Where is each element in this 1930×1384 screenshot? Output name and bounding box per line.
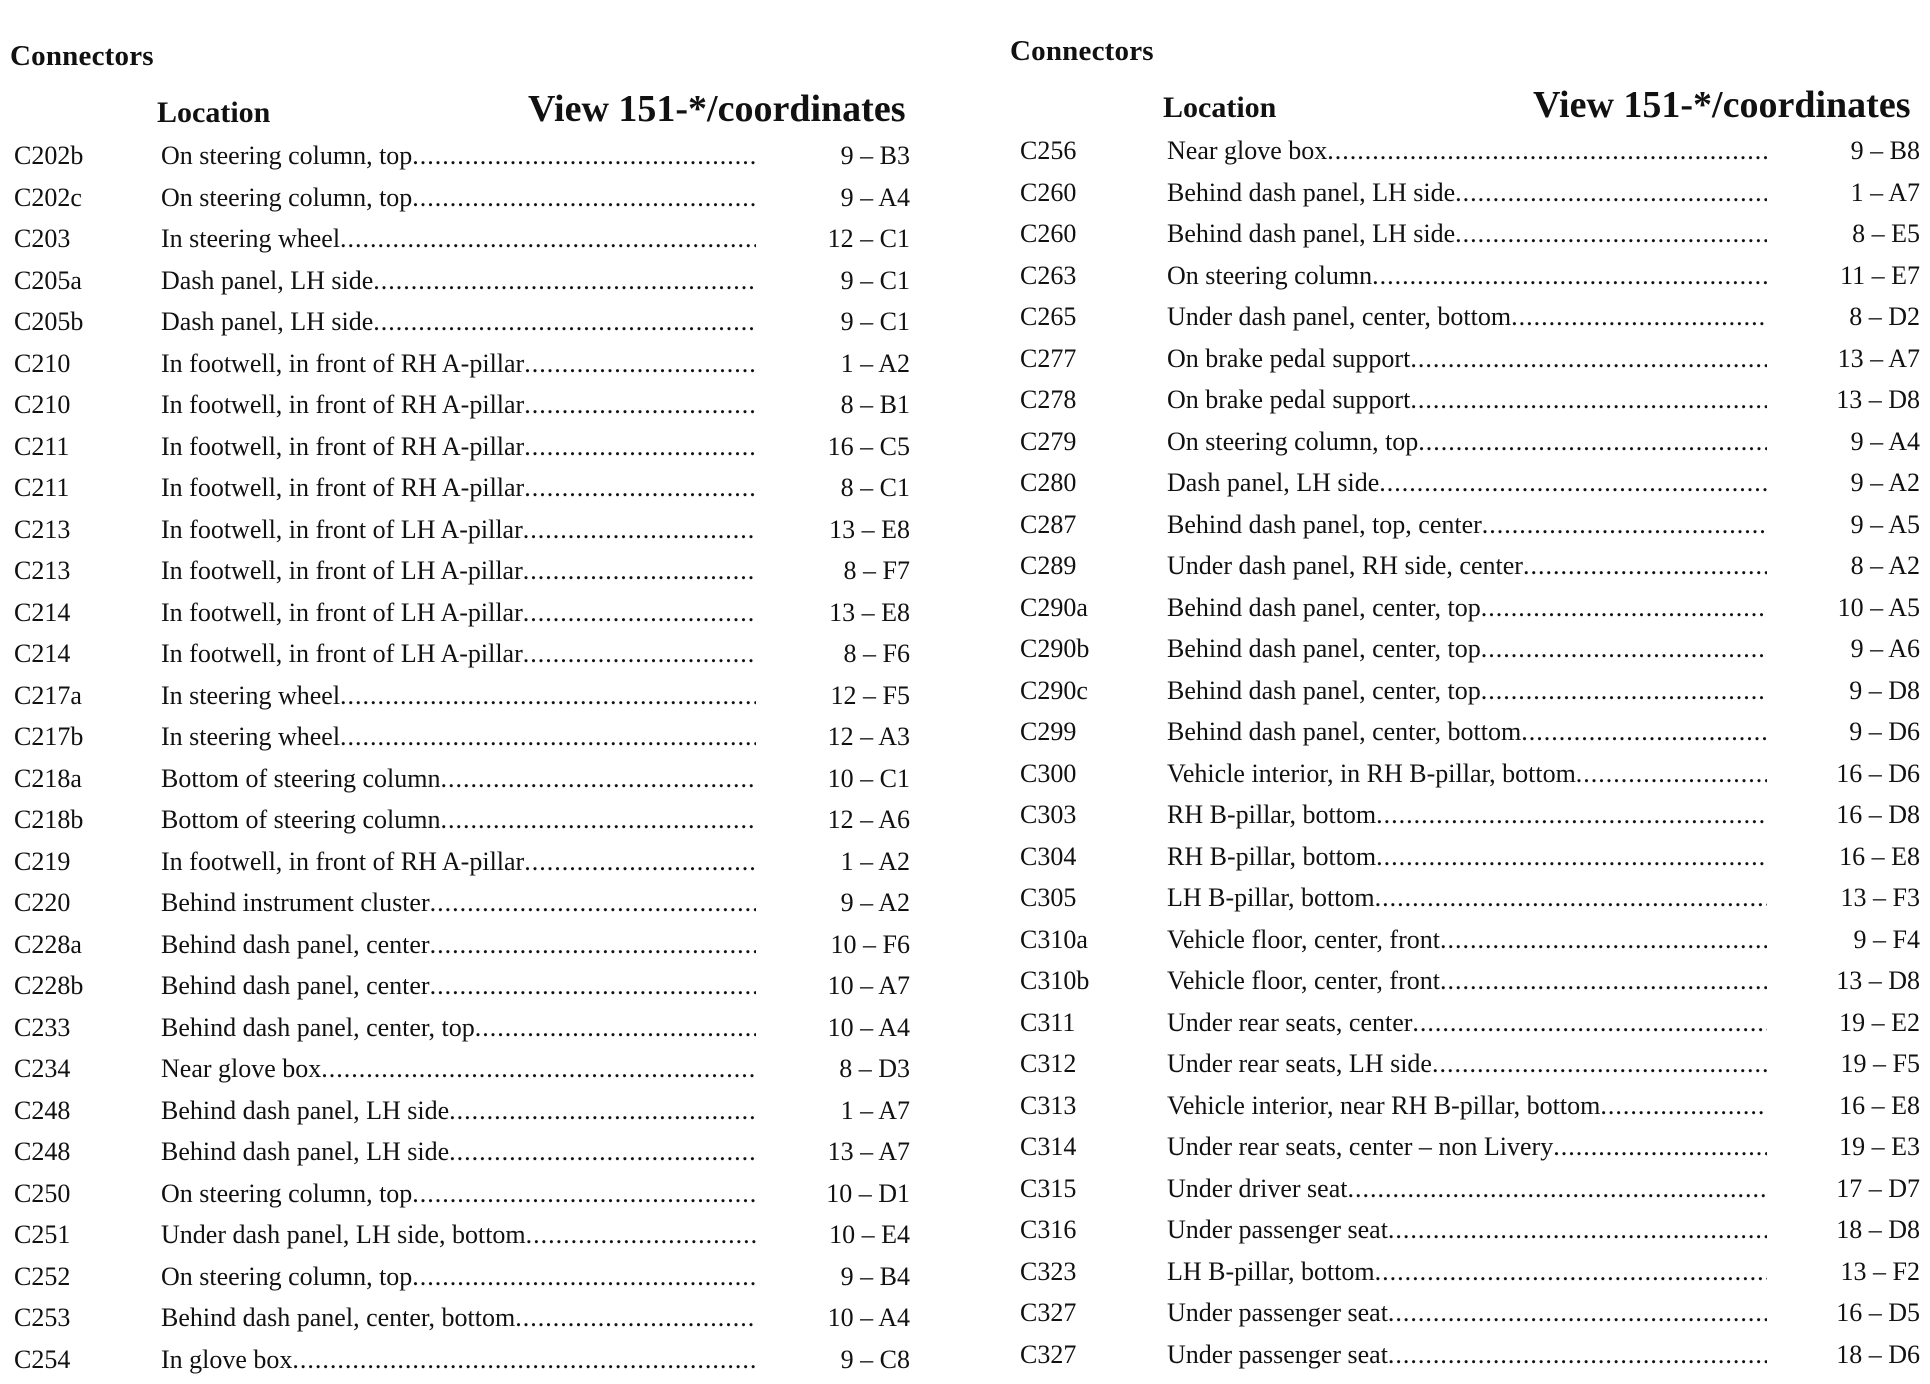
connector-row xyxy=(0,928,930,970)
connector-row xyxy=(0,1177,930,1219)
connector-location: On steering column, top ..... xyxy=(1167,425,1767,459)
connector-location: In footwell, in front of LH A-pillar ..... xyxy=(161,596,756,630)
connector-row xyxy=(0,1218,930,1260)
connector-row xyxy=(0,430,930,472)
connector-code: C205b xyxy=(14,305,144,339)
connector-coordinates: 13 – A7 xyxy=(770,1135,910,1169)
connector-location: LH B-pillar, bottom ..... xyxy=(1167,881,1767,915)
connector-code: C289 xyxy=(1020,549,1150,583)
connector-location: Behind dash panel, LH side ..... xyxy=(1167,217,1767,251)
connector-row xyxy=(0,1260,930,1302)
connector-code: C228b xyxy=(14,969,144,1003)
connector-row xyxy=(0,1052,930,1094)
connector-coordinates: 19 – E3 xyxy=(1780,1130,1920,1164)
connector-location: Behind dash panel, center, top ..... xyxy=(161,1011,756,1045)
connector-location: In footwell, in front of LH A-pillar ..... xyxy=(161,554,756,588)
connector-location: Behind dash panel, LH side ..... xyxy=(161,1094,756,1128)
connector-code: C304 xyxy=(1020,840,1150,874)
connector-row xyxy=(0,222,930,264)
connector-location: On steering column, top ..... xyxy=(161,1260,756,1294)
connector-location: Behind dash panel, center, bottom ..... xyxy=(161,1301,756,1335)
connector-code: C311 xyxy=(1020,1006,1150,1040)
connector-coordinates: 16 – D5 xyxy=(1780,1296,1920,1330)
connector-row xyxy=(0,181,930,223)
connector-location: Behind instrument cluster ..... xyxy=(161,886,756,920)
connector-location: In footwell, in front of RH A-pillar ..... xyxy=(161,430,756,464)
connector-code: C305 xyxy=(1020,881,1150,915)
connector-location: On steering column, top ..... xyxy=(161,1177,756,1211)
connector-location: In footwell, in front of LH A-pillar ..... xyxy=(161,637,756,671)
connector-location: Under dash panel, RH side, center ..... xyxy=(1167,549,1767,583)
connector-code: C210 xyxy=(14,388,144,422)
connector-code: C202c xyxy=(14,181,144,215)
connector-row xyxy=(1010,300,1930,342)
connector-code: C312 xyxy=(1020,1047,1150,1081)
connector-coordinates: 9 – A2 xyxy=(770,886,910,920)
connector-location: Bottom of steering column ..... xyxy=(161,762,756,796)
connector-coordinates: 9 – B4 xyxy=(770,1260,910,1294)
connector-location: Vehicle interior, in RH B-pillar, bottom ..... xyxy=(1167,757,1767,791)
connector-row xyxy=(1010,259,1930,301)
connector-location: Under dash panel, center, bottom ..... xyxy=(1167,300,1767,334)
connector-row xyxy=(0,1135,930,1177)
connector-code: C299 xyxy=(1020,715,1150,749)
connector-coordinates: 10 – F6 xyxy=(770,928,910,962)
connector-coordinates: 8 – B1 xyxy=(770,388,910,422)
connector-row xyxy=(0,596,930,638)
connector-coordinates: 9 – D6 xyxy=(1780,715,1920,749)
view-coordinates-column-header: View 151-*/coordinates xyxy=(1533,83,1910,127)
connector-code: C327 xyxy=(1020,1296,1150,1330)
connector-location: Near glove box ..... xyxy=(1167,134,1767,168)
connector-row xyxy=(0,471,930,513)
connector-coordinates: 10 – C1 xyxy=(770,762,910,796)
connector-location: On steering column ..... xyxy=(1167,259,1767,293)
connector-coordinates: 16 – D8 xyxy=(1780,798,1920,832)
connector-code: C313 xyxy=(1020,1089,1150,1123)
connector-row xyxy=(0,513,930,555)
connector-coordinates: 13 – F2 xyxy=(1780,1255,1920,1289)
connector-code: C203 xyxy=(14,222,144,256)
connector-coordinates: 8 – F7 xyxy=(770,554,910,588)
connector-row xyxy=(0,347,930,389)
connector-code: C278 xyxy=(1020,383,1150,417)
connector-code: C202b xyxy=(14,139,144,173)
connector-code: C323 xyxy=(1020,1255,1150,1289)
connector-row xyxy=(1010,840,1930,882)
connector-location: In glove box ..... xyxy=(161,1343,756,1377)
connector-location: Vehicle interior, near RH B-pillar, bottom ..... xyxy=(1167,1089,1767,1123)
connector-row xyxy=(1010,1296,1930,1338)
connector-code: C300 xyxy=(1020,757,1150,791)
connector-coordinates: 17 – D7 xyxy=(1780,1172,1920,1206)
connector-list xyxy=(0,139,930,1384)
connector-location: On brake pedal support ..... xyxy=(1167,383,1767,417)
connector-code: C252 xyxy=(14,1260,144,1294)
connector-code: C214 xyxy=(14,637,144,671)
connector-code: C217b xyxy=(14,720,144,754)
connector-code: C327 xyxy=(1020,1338,1150,1372)
connector-coordinates: 8 – E5 xyxy=(1780,217,1920,251)
connector-row xyxy=(1010,1338,1930,1380)
connector-location: Under driver seat ..... xyxy=(1167,1172,1767,1206)
connector-code: C228a xyxy=(14,928,144,962)
connector-code: C248 xyxy=(14,1094,144,1128)
connector-code: C213 xyxy=(14,554,144,588)
connector-code: C260 xyxy=(1020,176,1150,210)
connector-location: Behind dash panel, center, bottom ..... xyxy=(1167,715,1767,749)
connector-row xyxy=(1010,1172,1930,1214)
connector-code: C303 xyxy=(1020,798,1150,832)
connector-coordinates: 8 – C1 xyxy=(770,471,910,505)
connector-code: C234 xyxy=(14,1052,144,1086)
connector-row xyxy=(1010,1006,1930,1048)
connector-location: Vehicle floor, center, front ..... xyxy=(1167,923,1767,957)
connector-row xyxy=(1010,591,1930,633)
connector-coordinates: 1 – A2 xyxy=(770,347,910,381)
connector-code: C310a xyxy=(1020,923,1150,957)
connector-row xyxy=(0,1011,930,1053)
connector-coordinates: 8 – F6 xyxy=(770,637,910,671)
connector-row xyxy=(0,637,930,679)
connector-row xyxy=(0,886,930,928)
connector-coordinates: 9 – B8 xyxy=(1780,134,1920,168)
connector-location: Behind dash panel, center, top ..... xyxy=(1167,632,1767,666)
connector-location: Near glove box ..... xyxy=(161,1052,756,1086)
connector-coordinates: 9 – C8 xyxy=(770,1343,910,1377)
connector-row xyxy=(0,803,930,845)
connector-location: Under passenger seat ..... xyxy=(1167,1296,1767,1330)
connector-location: Under rear seats, center ..... xyxy=(1167,1006,1767,1040)
connector-coordinates: 19 – F5 xyxy=(1780,1047,1920,1081)
connector-coordinates: 9 – A2 xyxy=(1780,466,1920,500)
connector-row xyxy=(1010,425,1930,467)
connector-coordinates: 16 – D6 xyxy=(1780,757,1920,791)
connector-location: Behind dash panel, center ..... xyxy=(161,969,756,1003)
connector-coordinates: 18 – D8 xyxy=(1780,1213,1920,1247)
connector-coordinates: 8 – A2 xyxy=(1780,549,1920,583)
connector-row xyxy=(0,1301,930,1343)
connector-row xyxy=(1010,881,1930,923)
connector-coordinates: 9 – C1 xyxy=(770,264,910,298)
connector-row xyxy=(1010,1130,1930,1172)
connector-coordinates: 8 – D3 xyxy=(770,1052,910,1086)
connector-list xyxy=(1010,134,1930,1379)
connector-location: Vehicle floor, center, front ..... xyxy=(1167,964,1767,998)
connector-coordinates: 9 – B3 xyxy=(770,139,910,173)
connector-code: C220 xyxy=(14,886,144,920)
connector-row xyxy=(1010,757,1930,799)
connector-coordinates: 10 – D1 xyxy=(770,1177,910,1211)
connector-coordinates: 13 – E8 xyxy=(770,596,910,630)
connector-coordinates: 9 – C1 xyxy=(770,305,910,339)
connector-row xyxy=(1010,798,1930,840)
connector-location: In footwell, in front of RH A-pillar ..... xyxy=(161,471,756,505)
connector-location: Under rear seats, LH side ..... xyxy=(1167,1047,1767,1081)
connector-row xyxy=(0,554,930,596)
connector-row xyxy=(1010,923,1930,965)
connector-row xyxy=(0,679,930,721)
connector-row xyxy=(1010,1213,1930,1255)
connector-location: Dash panel, LH side ..... xyxy=(161,264,756,298)
connector-code: C219 xyxy=(14,845,144,879)
connector-coordinates: 12 – C1 xyxy=(770,222,910,256)
connector-code: C314 xyxy=(1020,1130,1150,1164)
connector-location: In footwell, in front of LH A-pillar ..... xyxy=(161,513,756,547)
connector-row xyxy=(1010,176,1930,218)
connector-coordinates: 1 – A2 xyxy=(770,845,910,879)
connector-coordinates: 13 – A7 xyxy=(1780,342,1920,376)
connector-code: C218a xyxy=(14,762,144,796)
connector-location: Behind dash panel, center, top ..... xyxy=(1167,591,1767,625)
connector-location: In steering wheel ..... xyxy=(161,720,756,754)
connector-row xyxy=(1010,1255,1930,1297)
connector-location: Bottom of steering column ..... xyxy=(161,803,756,837)
connector-coordinates: 1 – A7 xyxy=(1780,176,1920,210)
connector-row xyxy=(1010,964,1930,1006)
connector-location: Behind dash panel, LH side ..... xyxy=(161,1135,756,1169)
connector-code: C217a xyxy=(14,679,144,713)
connector-code: C233 xyxy=(14,1011,144,1045)
connector-coordinates: 9 – A6 xyxy=(1780,632,1920,666)
connector-coordinates: 10 – A4 xyxy=(770,1301,910,1335)
connector-code: C287 xyxy=(1020,508,1150,542)
connector-location: Behind dash panel, center ..... xyxy=(161,928,756,962)
connector-coordinates: 18 – D6 xyxy=(1780,1338,1920,1372)
connector-row xyxy=(1010,674,1930,716)
connector-location: On steering column, top ..... xyxy=(161,181,756,215)
view-coordinates-column-header: View 151-*/coordinates xyxy=(528,87,905,131)
connector-coordinates: 16 – E8 xyxy=(1780,840,1920,874)
connector-coordinates: 9 – A4 xyxy=(1780,425,1920,459)
connector-coordinates: 12 – A6 xyxy=(770,803,910,837)
connector-code: C265 xyxy=(1020,300,1150,334)
connector-row xyxy=(0,845,930,887)
connector-coordinates: 11 – E7 xyxy=(1780,259,1920,293)
connector-code: C248 xyxy=(14,1135,144,1169)
connector-code: C260 xyxy=(1020,217,1150,251)
connector-row xyxy=(1010,383,1930,425)
connector-coordinates: 19 – E2 xyxy=(1780,1006,1920,1040)
connector-location: In footwell, in front of RH A-pillar ..... xyxy=(161,388,756,422)
connector-coordinates: 8 – D2 xyxy=(1780,300,1920,334)
connector-coordinates: 9 – D8 xyxy=(1780,674,1920,708)
connector-coordinates: 10 – E4 xyxy=(770,1218,910,1252)
section-title: Connectors xyxy=(1010,35,1154,68)
connector-coordinates: 10 – A4 xyxy=(770,1011,910,1045)
connector-row xyxy=(1010,508,1930,550)
connector-location: On brake pedal support ..... xyxy=(1167,342,1767,376)
connector-code: C277 xyxy=(1020,342,1150,376)
connector-location: Under rear seats, center – non Livery ..... xyxy=(1167,1130,1767,1164)
connector-location: In footwell, in front of RH A-pillar ..... xyxy=(161,845,756,879)
connector-coordinates: 13 – D8 xyxy=(1780,964,1920,998)
connector-code: C211 xyxy=(14,430,144,464)
connector-row xyxy=(0,388,930,430)
connector-code: C290a xyxy=(1020,591,1150,625)
connector-code: C290c xyxy=(1020,674,1150,708)
connector-location: Dash panel, LH side ..... xyxy=(161,305,756,339)
location-column-header: Location xyxy=(1163,91,1276,125)
connector-code: C279 xyxy=(1020,425,1150,459)
connector-code: C214 xyxy=(14,596,144,630)
connector-code: C205a xyxy=(14,264,144,298)
connector-row xyxy=(1010,466,1930,508)
connector-coordinates: 16 – E8 xyxy=(1780,1089,1920,1123)
connector-row xyxy=(1010,549,1930,591)
connector-code: C251 xyxy=(14,1218,144,1252)
connector-coordinates: 13 – F3 xyxy=(1780,881,1920,915)
connector-row xyxy=(0,264,930,306)
connector-code: C263 xyxy=(1020,259,1150,293)
connector-location: In footwell, in front of RH A-pillar ..... xyxy=(161,347,756,381)
connector-code: C211 xyxy=(14,471,144,505)
connector-coordinates: 16 – C5 xyxy=(770,430,910,464)
connector-location: Behind dash panel, LH side ..... xyxy=(1167,176,1767,210)
connector-code: C218b xyxy=(14,803,144,837)
connector-location: In steering wheel ..... xyxy=(161,679,756,713)
connector-row xyxy=(1010,1089,1930,1131)
connector-coordinates: 9 – A4 xyxy=(770,181,910,215)
connector-code: C213 xyxy=(14,513,144,547)
connector-row xyxy=(1010,134,1930,176)
connector-location: In steering wheel ..... xyxy=(161,222,756,256)
connector-location: Under dash panel, LH side, bottom ..... xyxy=(161,1218,756,1252)
connector-coordinates: 13 – D8 xyxy=(1780,383,1920,417)
connector-coordinates: 10 – A5 xyxy=(1780,591,1920,625)
connector-row xyxy=(0,762,930,804)
connector-row xyxy=(0,720,930,762)
connector-row xyxy=(0,305,930,347)
connector-location: Under passenger seat ..... xyxy=(1167,1338,1767,1372)
connector-code: C210 xyxy=(14,347,144,381)
connector-code: C315 xyxy=(1020,1172,1150,1206)
connector-location: Behind dash panel, center, top ..... xyxy=(1167,674,1767,708)
connector-code: C254 xyxy=(14,1343,144,1377)
connector-coordinates: 12 – F5 xyxy=(770,679,910,713)
connector-location: Behind dash panel, top, center ..... xyxy=(1167,508,1767,542)
connector-coordinates: 13 – E8 xyxy=(770,513,910,547)
connector-row xyxy=(0,969,930,1011)
connector-code: C253 xyxy=(14,1301,144,1335)
section-title: Connectors xyxy=(10,40,154,73)
connector-code: C310b xyxy=(1020,964,1150,998)
connector-row xyxy=(1010,632,1930,674)
connector-location: RH B-pillar, bottom ..... xyxy=(1167,798,1767,832)
connector-coordinates: 10 – A7 xyxy=(770,969,910,1003)
connector-location: RH B-pillar, bottom ..... xyxy=(1167,840,1767,874)
connector-location: On steering column, top ..... xyxy=(161,139,756,173)
connector-row xyxy=(1010,217,1930,259)
connector-coordinates: 12 – A3 xyxy=(770,720,910,754)
connector-coordinates: 9 – A5 xyxy=(1780,508,1920,542)
connector-code: C316 xyxy=(1020,1213,1150,1247)
connector-code: C250 xyxy=(14,1177,144,1211)
connector-code: C256 xyxy=(1020,134,1150,168)
connector-code: C290b xyxy=(1020,632,1150,666)
connector-coordinates: 9 – F4 xyxy=(1780,923,1920,957)
connector-coordinates: 1 – A7 xyxy=(770,1094,910,1128)
connector-location: Dash panel, LH side ..... xyxy=(1167,466,1767,500)
connector-location: LH B-pillar, bottom ..... xyxy=(1167,1255,1767,1289)
connector-row xyxy=(1010,342,1930,384)
connector-row xyxy=(1010,715,1930,757)
connector-location: Under passenger seat ..... xyxy=(1167,1213,1767,1247)
connector-row xyxy=(1010,1047,1930,1089)
connector-row xyxy=(0,1094,930,1136)
connector-code: C280 xyxy=(1020,466,1150,500)
location-column-header: Location xyxy=(157,96,270,130)
connector-row xyxy=(0,1343,930,1384)
connector-row xyxy=(0,139,930,181)
